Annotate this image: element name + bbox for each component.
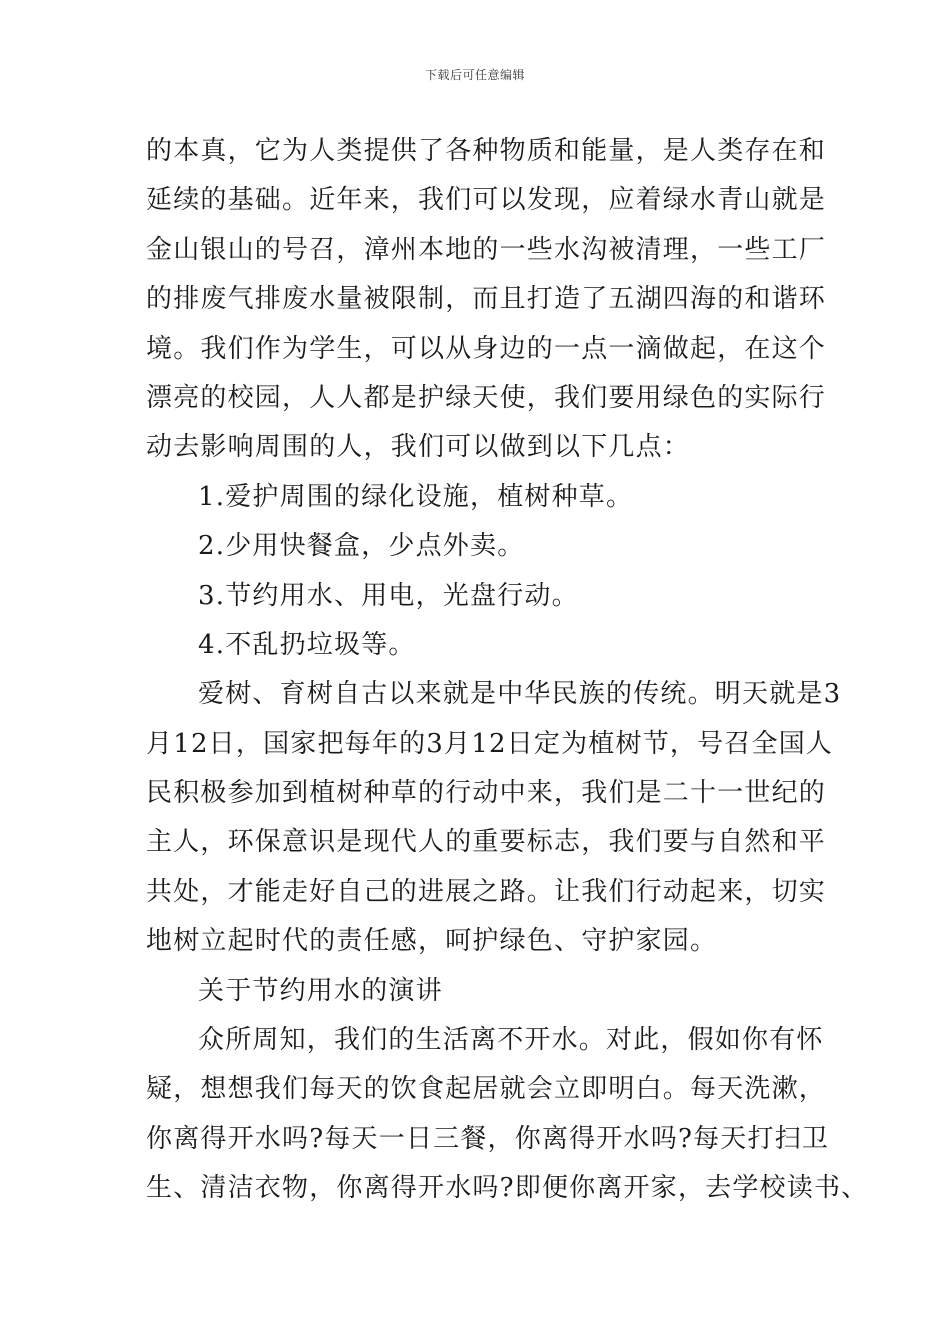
document-body: [146, 127, 869, 1214]
text-line: 漂亮的校园，人人都是护绿天使，我们要用绿色的实际行: [146, 382, 827, 413]
text-line: 2.少用快餐盒，少点外卖。: [198, 531, 525, 562]
text-line: 4.不乱扔垃圾等。: [198, 629, 416, 660]
text-line: 主人，环保意识是现代人的重要标志，我们要与自然和平: [146, 827, 827, 858]
text-line: 境。我们作为学生，可以从身边的一点一滴做起，在这个: [146, 333, 827, 364]
page-header: 下载后可任意编辑: [424, 68, 525, 82]
text-line: 众所周知，我们的生活离不开水。对此，假如你有怀: [198, 1025, 824, 1056]
text-line: 生、清洁衣物，你离得开水吗?即便你离开家，去学校读书、: [146, 1173, 869, 1204]
text-line: 1.爱护周围的绿化设施，植树种草。: [198, 481, 634, 512]
text-line: 的排废气排废水量被限制，而且打造了五湖四海的和谐环: [146, 284, 827, 315]
text-line: 金山银山的号召，漳州本地的一些水沟被清理，一些工厂: [146, 234, 827, 265]
text-line: 延续的基础。近年来，我们可以发现，应着绿水青山就是: [146, 185, 827, 216]
text-line: 月12日，国家把每年的3月12日定为植树节，号召全国人: [146, 728, 834, 759]
text-line: 地树立起时代的责任感，呵护绿色、守护家园。: [146, 926, 718, 957]
text-line: 你离得开水吗?每天一日三餐，你离得开水吗?每天打扫卫: [146, 1123, 830, 1154]
text-line: 疑，想想我们每天的饮食起居就会立即明白。每天洗漱，: [146, 1074, 827, 1105]
text-line: 民积极参加到植树种草的行动中来，我们是二十一世纪的: [146, 778, 827, 809]
text-line: 的本真，它为人类提供了各种物质和能量，是人类存在和: [146, 136, 827, 166]
text-line: 3.节约用水、用电，光盘行动。: [198, 580, 579, 611]
text-line: 关于节约用水的演讲: [198, 975, 443, 1006]
text-line: 共处，才能走好自己的进展之路。让我们行动起来，切实: [146, 876, 827, 907]
text-line: 动去影响周围的人，我们可以做到以下几点：: [146, 432, 691, 463]
text-line: 爱树、育树自古以来就是中华民族的传统。明天就是3: [198, 679, 842, 710]
